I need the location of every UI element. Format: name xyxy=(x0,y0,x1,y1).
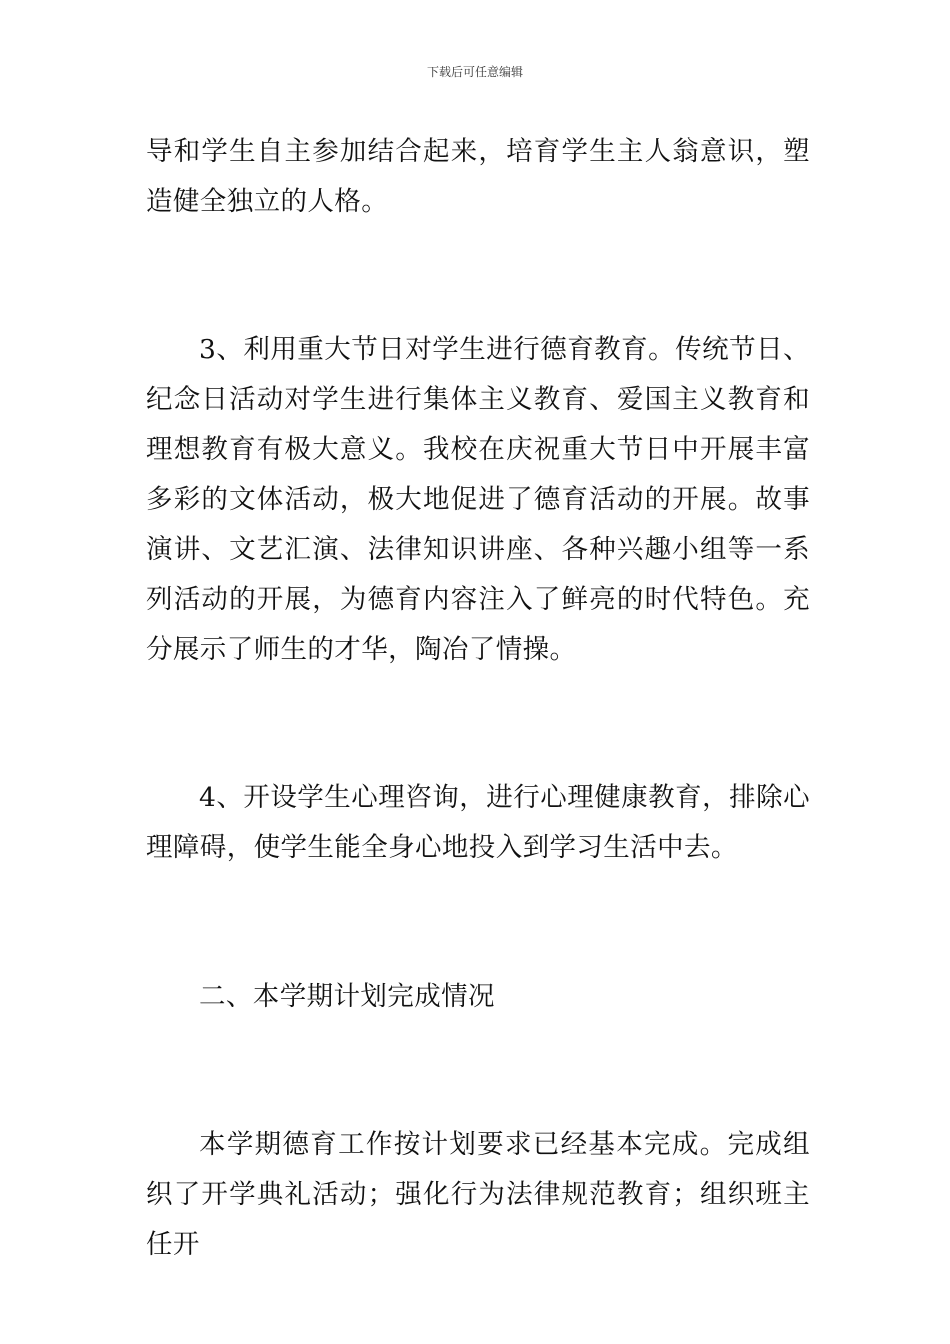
paragraph-continuation: 导和学生自主参加结合起来，培育学生主人翁意识，塑造健全独立的人格。 xyxy=(146,136,810,217)
paragraph-item-3: 3、利用重大节日对学生进行德育教育。传统节日、纪念日活动对学生进行集体主义教育、爱国主义教育和理想教育有极大意义。我校在庆祝重大节日中开展丰富多彩的文体活动，极大地促进了德育活动的开展。故事演讲、文艺汇演、法律知识讲座、各种兴趣小组等一系列活动的开展，为德育内容注入了鲜亮的时代特色。充分展示了师生的才华，陶冶了情操。 xyxy=(146,334,810,665)
paragraph-section-body: 本学期德育工作按计划要求已经基本完成。完成组织了开学典礼活动；强化行为法律规范教育；组织班主任开 xyxy=(146,1129,810,1260)
paragraph-item-4: 4、开设学生心理咨询，进行心理健康教育，排除心理障碍，使学生能全身心地投入到学习生活中去。 xyxy=(146,782,810,863)
section-heading: 二、本学期计划完成情况 xyxy=(199,981,495,1012)
header-note: 下载后可任意编辑 xyxy=(426,65,523,79)
